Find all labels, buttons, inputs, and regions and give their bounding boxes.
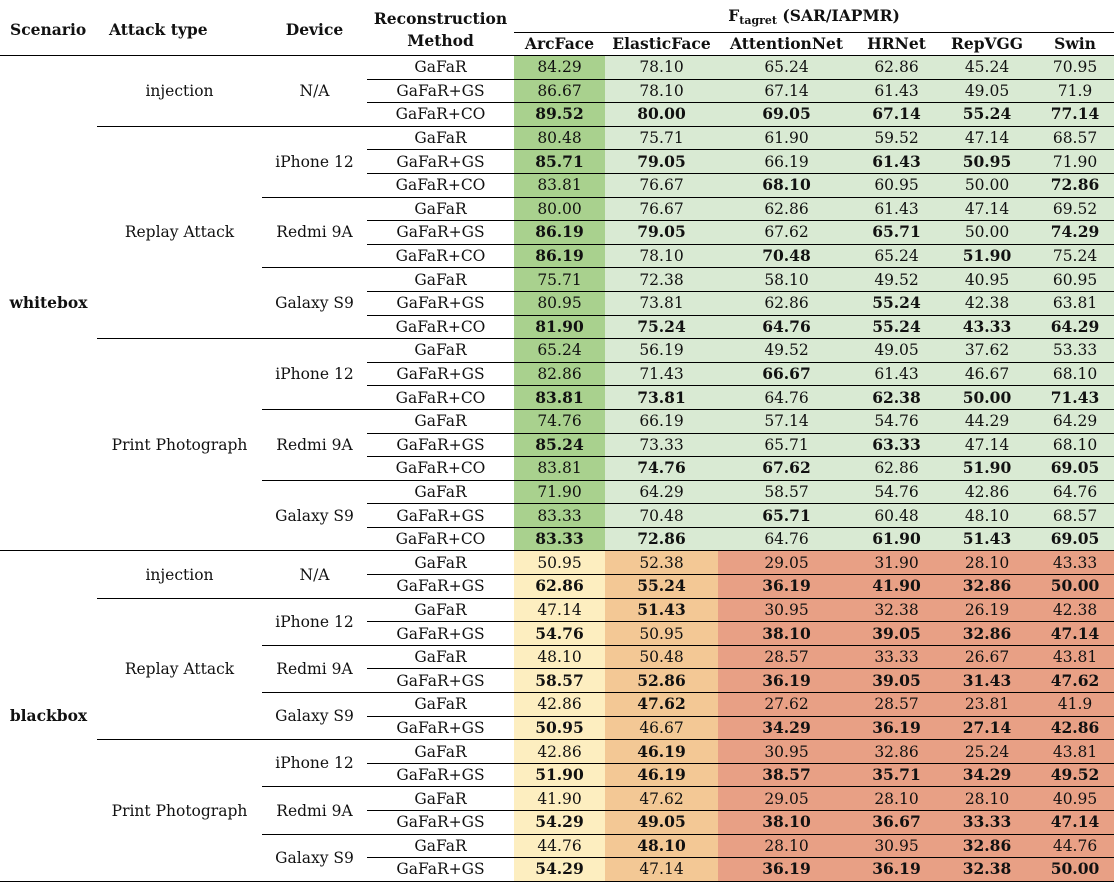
method-cell: GaFaR	[367, 645, 514, 669]
value-cell: 69.52	[1036, 197, 1114, 221]
value-cell: 32.38	[938, 858, 1036, 882]
method-cell: GaFaR	[367, 598, 514, 622]
value-cell: 78.10	[605, 244, 718, 268]
device-cell: iPhone 12	[262, 740, 367, 787]
method-cell: GaFaR	[367, 834, 514, 858]
value-cell: 51.43	[938, 527, 1036, 551]
value-cell: 50.00	[938, 173, 1036, 197]
value-cell: 60.48	[855, 504, 938, 528]
device-cell: iPhone 12	[262, 126, 367, 197]
value-cell: 25.24	[938, 740, 1036, 764]
value-cell: 71.90	[1036, 150, 1114, 174]
value-cell: 69.05	[718, 103, 855, 127]
value-cell: 45.24	[938, 56, 1036, 80]
value-cell: 28.10	[938, 551, 1036, 575]
value-cell: 42.86	[514, 740, 605, 764]
value-cell: 36.19	[718, 575, 855, 599]
value-cell: 54.76	[855, 480, 938, 504]
value-cell: 41.90	[514, 787, 605, 811]
value-cell: 51.43	[605, 598, 718, 622]
value-cell: 54.76	[514, 622, 605, 646]
method-cell: GaFaR+CO	[367, 386, 514, 410]
value-cell: 44.29	[938, 409, 1036, 433]
value-cell: 72.86	[1036, 173, 1114, 197]
value-cell: 28.10	[938, 787, 1036, 811]
value-cell: 78.10	[605, 79, 718, 103]
device-cell: Redmi 9A	[262, 787, 367, 834]
value-cell: 36.19	[855, 716, 938, 740]
method-cell: GaFaR+GS	[367, 858, 514, 882]
device-cell: Galaxy S9	[262, 834, 367, 881]
value-cell: 43.33	[938, 315, 1036, 339]
value-cell: 32.86	[938, 575, 1036, 599]
value-cell: 66.67	[718, 362, 855, 386]
value-cell: 47.14	[938, 433, 1036, 457]
value-cell: 73.81	[605, 291, 718, 315]
value-cell: 33.33	[938, 811, 1036, 835]
method-cell: GaFaR	[367, 126, 514, 150]
value-cell: 29.05	[718, 787, 855, 811]
value-cell: 75.71	[605, 126, 718, 150]
header-scenario: Scenario	[0, 5, 97, 56]
value-cell: 67.62	[718, 457, 855, 481]
value-cell: 50.00	[938, 386, 1036, 410]
attack-type-cell: Replay Attack	[97, 598, 262, 740]
value-cell: 26.67	[938, 645, 1036, 669]
value-cell: 79.05	[605, 150, 718, 174]
value-cell: 62.38	[855, 386, 938, 410]
value-cell: 47.14	[1036, 622, 1114, 646]
header-f-target	[514, 5, 1114, 33]
value-cell: 57.14	[718, 409, 855, 433]
value-cell: 83.33	[514, 504, 605, 528]
value-cell: 85.71	[514, 150, 605, 174]
value-cell: 63.81	[1036, 291, 1114, 315]
value-cell: 47.62	[1036, 669, 1114, 693]
device-cell: iPhone 12	[262, 598, 367, 645]
method-cell: GaFaR+GS	[367, 221, 514, 245]
value-cell: 39.05	[855, 622, 938, 646]
value-cell: 49.52	[1036, 763, 1114, 787]
value-cell: 49.52	[855, 268, 938, 292]
value-cell: 67.14	[718, 79, 855, 103]
value-cell: 70.48	[718, 244, 855, 268]
value-cell: 30.95	[855, 834, 938, 858]
device-cell: Galaxy S9	[262, 693, 367, 740]
value-cell: 61.43	[855, 150, 938, 174]
value-cell: 46.19	[605, 740, 718, 764]
value-cell: 32.86	[855, 740, 938, 764]
table-row	[0, 56, 1114, 80]
value-cell: 31.90	[855, 551, 938, 575]
value-cell: 70.95	[1036, 56, 1114, 80]
value-cell: 38.10	[718, 811, 855, 835]
device-cell: N/A	[262, 56, 367, 127]
value-cell: 62.86	[718, 291, 855, 315]
table-header	[0, 5, 1114, 56]
value-cell: 64.76	[718, 315, 855, 339]
value-cell: 83.33	[514, 527, 605, 551]
method-cell: GaFaR+GS	[367, 79, 514, 103]
value-cell: 63.33	[855, 433, 938, 457]
value-cell: 43.33	[1036, 551, 1114, 575]
value-cell: 49.52	[718, 339, 855, 363]
device-cell: Galaxy S9	[262, 268, 367, 339]
value-cell: 46.67	[605, 716, 718, 740]
value-cell: 68.10	[1036, 433, 1114, 457]
value-cell: 30.95	[718, 598, 855, 622]
value-cell: 65.24	[514, 339, 605, 363]
method-cell: GaFaR	[367, 740, 514, 764]
value-cell: 51.90	[938, 457, 1036, 481]
value-cell: 41.9	[1036, 693, 1114, 717]
value-cell: 47.14	[938, 197, 1036, 221]
header-model-hrnet: HRNet	[855, 33, 938, 56]
value-cell: 32.86	[938, 834, 1036, 858]
value-cell: 85.24	[514, 433, 605, 457]
method-cell: GaFaR+CO	[367, 457, 514, 481]
method-cell: GaFaR	[414, 58, 467, 77]
value-cell: 54.29	[514, 858, 605, 882]
header-device: Device	[262, 5, 367, 56]
value-cell: 86.67	[514, 79, 605, 103]
value-cell: 60.95	[1036, 268, 1114, 292]
method-cell: GaFaR+GS	[367, 433, 514, 457]
value-cell: 35.71	[855, 763, 938, 787]
method-cell: GaFaR+GS	[367, 362, 514, 386]
value-cell: 55.24	[605, 575, 718, 599]
value-cell: 72.38	[605, 268, 718, 292]
value-cell: 76.67	[605, 197, 718, 221]
header-model-arcface: ArcFace	[514, 33, 605, 56]
method-cell: GaFaR+GS	[367, 716, 514, 740]
value-cell: 61.90	[718, 126, 855, 150]
value-cell: 47.14	[938, 126, 1036, 150]
value-cell: 52.38	[605, 551, 718, 575]
value-cell: 36.67	[855, 811, 938, 835]
value-cell: 39.05	[855, 669, 938, 693]
attack-type-cell: Print Photograph	[97, 339, 262, 551]
value-cell: 53.33	[1036, 339, 1114, 363]
value-cell: 80.00	[514, 197, 605, 221]
scenario-cell: whitebox	[0, 56, 97, 551]
value-cell: 64.76	[718, 386, 855, 410]
header-model-attentionnet: AttentionNet	[718, 33, 855, 56]
method-cell: GaFaR+GS	[367, 811, 514, 835]
value-cell: 59.52	[855, 126, 938, 150]
value-cell: 64.29	[1036, 409, 1114, 433]
value-cell: 71.90	[514, 480, 605, 504]
value-cell: 62.86	[514, 575, 605, 599]
table-row	[0, 339, 1114, 363]
value-cell: 36.19	[855, 858, 938, 882]
value-cell: 37.62	[938, 339, 1036, 363]
method-cell: GaFaR+GS	[367, 622, 514, 646]
value-cell: 65.71	[855, 221, 938, 245]
value-cell: 64.29	[605, 480, 718, 504]
header-f-sub: tagret	[739, 14, 778, 27]
value-cell: 38.10	[718, 622, 855, 646]
value-cell: 79.05	[605, 221, 718, 245]
value-cell: 51.90	[938, 244, 1036, 268]
method-cell: GaFaR	[367, 693, 514, 717]
value-cell: 58.57	[514, 669, 605, 693]
value-cell: 71.43	[605, 362, 718, 386]
method-cell: GaFaR	[367, 339, 514, 363]
value-cell: 61.43	[855, 79, 938, 103]
value-cell: 51.90	[514, 763, 605, 787]
method-cell: GaFaR	[367, 480, 514, 504]
method-cell: GaFaR	[367, 268, 514, 292]
device-cell: iPhone 12	[262, 339, 367, 410]
value-cell: 64.76	[718, 527, 855, 551]
value-cell: 62.86	[855, 56, 938, 80]
value-cell: 83.81	[514, 173, 605, 197]
value-cell: 65.71	[718, 433, 855, 457]
table-row	[0, 740, 1114, 764]
value-cell: 54.76	[855, 409, 938, 433]
value-cell: 80.48	[514, 126, 605, 150]
value-cell: 86.19	[514, 244, 605, 268]
method-cell: GaFaR+GS	[367, 504, 514, 528]
value-cell: 49.05	[605, 811, 718, 835]
value-cell: 48.10	[938, 504, 1036, 528]
method-cell: GaFaR+CO	[367, 244, 514, 268]
value-cell: 32.86	[938, 622, 1036, 646]
table-row	[0, 126, 1114, 150]
value-cell: 27.62	[718, 693, 855, 717]
value-cell: 83.81	[514, 386, 605, 410]
results-table	[0, 5, 1114, 882]
value-cell: 50.00	[1036, 575, 1114, 599]
value-cell: 66.19	[718, 150, 855, 174]
value-cell: 67.14	[855, 103, 938, 127]
value-cell: 50.00	[938, 221, 1036, 245]
value-cell: 52.86	[605, 669, 718, 693]
value-cell: 44.76	[514, 834, 605, 858]
scenario-cell: blackbox	[0, 551, 97, 881]
value-cell: 34.29	[938, 763, 1036, 787]
header-model-swin: Swin	[1036, 33, 1114, 56]
value-cell: 64.29	[1036, 315, 1114, 339]
value-cell: 80.95	[514, 291, 605, 315]
value-cell: 34.29	[718, 716, 855, 740]
value-cell: 50.95	[605, 622, 718, 646]
value-cell: 67.62	[718, 221, 855, 245]
value-cell: 46.19	[605, 763, 718, 787]
value-cell: 43.81	[1036, 645, 1114, 669]
value-cell: 60.95	[855, 173, 938, 197]
value-cell: 77.14	[1036, 103, 1114, 127]
value-cell: 65.24	[855, 244, 938, 268]
method-cell: GaFaR+CO	[367, 173, 514, 197]
attack-type-cell: injection	[97, 56, 262, 127]
device-cell: Redmi 9A	[262, 409, 367, 480]
method-cell: GaFaR	[367, 787, 514, 811]
method-cell: GaFaR	[367, 197, 514, 221]
value-cell: 48.10	[514, 645, 605, 669]
value-cell: 40.95	[1036, 787, 1114, 811]
value-cell: 69.05	[1036, 527, 1114, 551]
value-cell: 64.76	[1036, 480, 1114, 504]
value-cell: 27.14	[938, 716, 1036, 740]
method-cell: GaFaR+GS	[367, 291, 514, 315]
value-cell: 30.95	[718, 740, 855, 764]
value-cell: 75.24	[1036, 244, 1114, 268]
value-cell: 50.95	[514, 551, 605, 575]
header-f-main: F	[728, 6, 740, 25]
value-cell: 42.38	[1036, 598, 1114, 622]
table-body	[0, 56, 1114, 882]
value-cell: 47.14	[1036, 811, 1114, 835]
value-cell: 41.90	[855, 575, 938, 599]
value-cell: 84.29	[514, 56, 605, 80]
value-cell: 28.57	[718, 645, 855, 669]
value-cell: 50.00	[1036, 858, 1114, 882]
method-cell: GaFaR	[367, 551, 514, 575]
header-model-elasticface: ElasticFace	[605, 33, 718, 56]
device-cell: Redmi 9A	[262, 197, 367, 268]
device-cell: Redmi 9A	[262, 645, 367, 692]
value-cell: 47.14	[605, 858, 718, 882]
value-cell: 80.00	[605, 103, 718, 127]
value-cell: 65.71	[718, 504, 855, 528]
value-cell: 46.67	[938, 362, 1036, 386]
value-cell: 42.38	[938, 291, 1036, 315]
table-row	[0, 598, 1114, 622]
value-cell: 42.86	[938, 480, 1036, 504]
value-cell: 74.29	[1036, 221, 1114, 245]
value-cell: 72.86	[605, 527, 718, 551]
attack-type-cell: Replay Attack	[97, 126, 262, 338]
value-cell: 70.48	[605, 504, 718, 528]
value-cell: 61.43	[855, 362, 938, 386]
value-cell: 48.10	[605, 834, 718, 858]
value-cell: 54.29	[514, 811, 605, 835]
value-cell: 68.57	[1036, 126, 1114, 150]
value-cell: 26.19	[938, 598, 1036, 622]
value-cell: 55.24	[855, 291, 938, 315]
value-cell: 61.43	[855, 197, 938, 221]
value-cell: 68.10	[1036, 362, 1114, 386]
value-cell: 50.95	[514, 716, 605, 740]
value-cell: 32.38	[855, 598, 938, 622]
method-cell: GaFaR+GS	[367, 150, 514, 174]
value-cell: 65.24	[718, 56, 855, 80]
value-cell: 47.14	[514, 598, 605, 622]
value-cell: 66.19	[605, 409, 718, 433]
header-reconstruction-method	[367, 5, 514, 56]
value-cell: 49.05	[855, 339, 938, 363]
value-cell: 40.95	[938, 268, 1036, 292]
value-cell: 33.33	[855, 645, 938, 669]
value-cell: 28.10	[718, 834, 855, 858]
value-cell: 50.48	[605, 645, 718, 669]
value-cell: 42.86	[514, 693, 605, 717]
attack-type-cell: injection	[97, 551, 262, 598]
value-cell: 28.57	[855, 693, 938, 717]
value-cell: 69.05	[1036, 457, 1114, 481]
value-cell: 74.76	[605, 457, 718, 481]
value-cell: 68.10	[718, 173, 855, 197]
value-cell: 56.19	[605, 339, 718, 363]
method-cell: GaFaR+CO	[367, 527, 514, 551]
value-cell: 73.33	[605, 433, 718, 457]
value-cell: 89.52	[514, 103, 605, 127]
value-cell: 68.57	[1036, 504, 1114, 528]
value-cell: 78.10	[605, 56, 718, 80]
value-cell: 58.57	[718, 480, 855, 504]
header-recon-line2: Method	[407, 31, 474, 50]
value-cell: 36.19	[718, 858, 855, 882]
value-cell: 81.90	[514, 315, 605, 339]
value-cell: 75.71	[514, 268, 605, 292]
value-cell: 31.43	[938, 669, 1036, 693]
attack-type-cell: Print Photograph	[97, 740, 262, 882]
value-cell: 29.05	[718, 551, 855, 575]
value-cell: 86.19	[514, 221, 605, 245]
table-row	[0, 551, 1114, 575]
method-cell: GaFaR+CO	[367, 103, 514, 127]
value-cell: 82.86	[514, 362, 605, 386]
method-cell: GaFaR+CO	[367, 315, 514, 339]
device-cell: Galaxy S9	[262, 480, 367, 551]
header-attack-type: Attack type	[97, 5, 262, 56]
value-cell: 47.62	[605, 693, 718, 717]
header-recon-line1: Reconstruction	[373, 9, 508, 28]
value-cell: 83.81	[514, 457, 605, 481]
value-cell: 74.76	[514, 409, 605, 433]
method-cell: GaFaR+GS	[367, 575, 514, 599]
value-cell: 50.95	[938, 150, 1036, 174]
method-cell: GaFaR	[367, 409, 514, 433]
device-cell: N/A	[262, 551, 367, 598]
value-cell: 42.86	[1036, 716, 1114, 740]
value-cell: 73.81	[605, 386, 718, 410]
value-cell: 58.10	[718, 268, 855, 292]
value-cell: 55.24	[855, 315, 938, 339]
value-cell: 61.90	[855, 527, 938, 551]
value-cell: 76.67	[605, 173, 718, 197]
value-cell: 71.43	[1036, 386, 1114, 410]
value-cell: 49.05	[938, 79, 1036, 103]
header-f-rest: (SAR/IAPMR)	[777, 6, 900, 25]
value-cell: 43.81	[1036, 740, 1114, 764]
value-cell: 75.24	[605, 315, 718, 339]
value-cell: 55.24	[938, 103, 1036, 127]
value-cell: 62.86	[718, 197, 855, 221]
header-model-repvgg: RepVGG	[938, 33, 1036, 56]
value-cell: 38.57	[718, 763, 855, 787]
method-cell: GaFaR+GS	[367, 669, 514, 693]
value-cell: 47.62	[605, 787, 718, 811]
value-cell: 28.10	[855, 787, 938, 811]
value-cell: 23.81	[938, 693, 1036, 717]
value-cell: 44.76	[1036, 834, 1114, 858]
value-cell: 36.19	[718, 669, 855, 693]
value-cell: 62.86	[855, 457, 938, 481]
method-cell: GaFaR+GS	[367, 763, 514, 787]
value-cell: 71.9	[1036, 79, 1114, 103]
